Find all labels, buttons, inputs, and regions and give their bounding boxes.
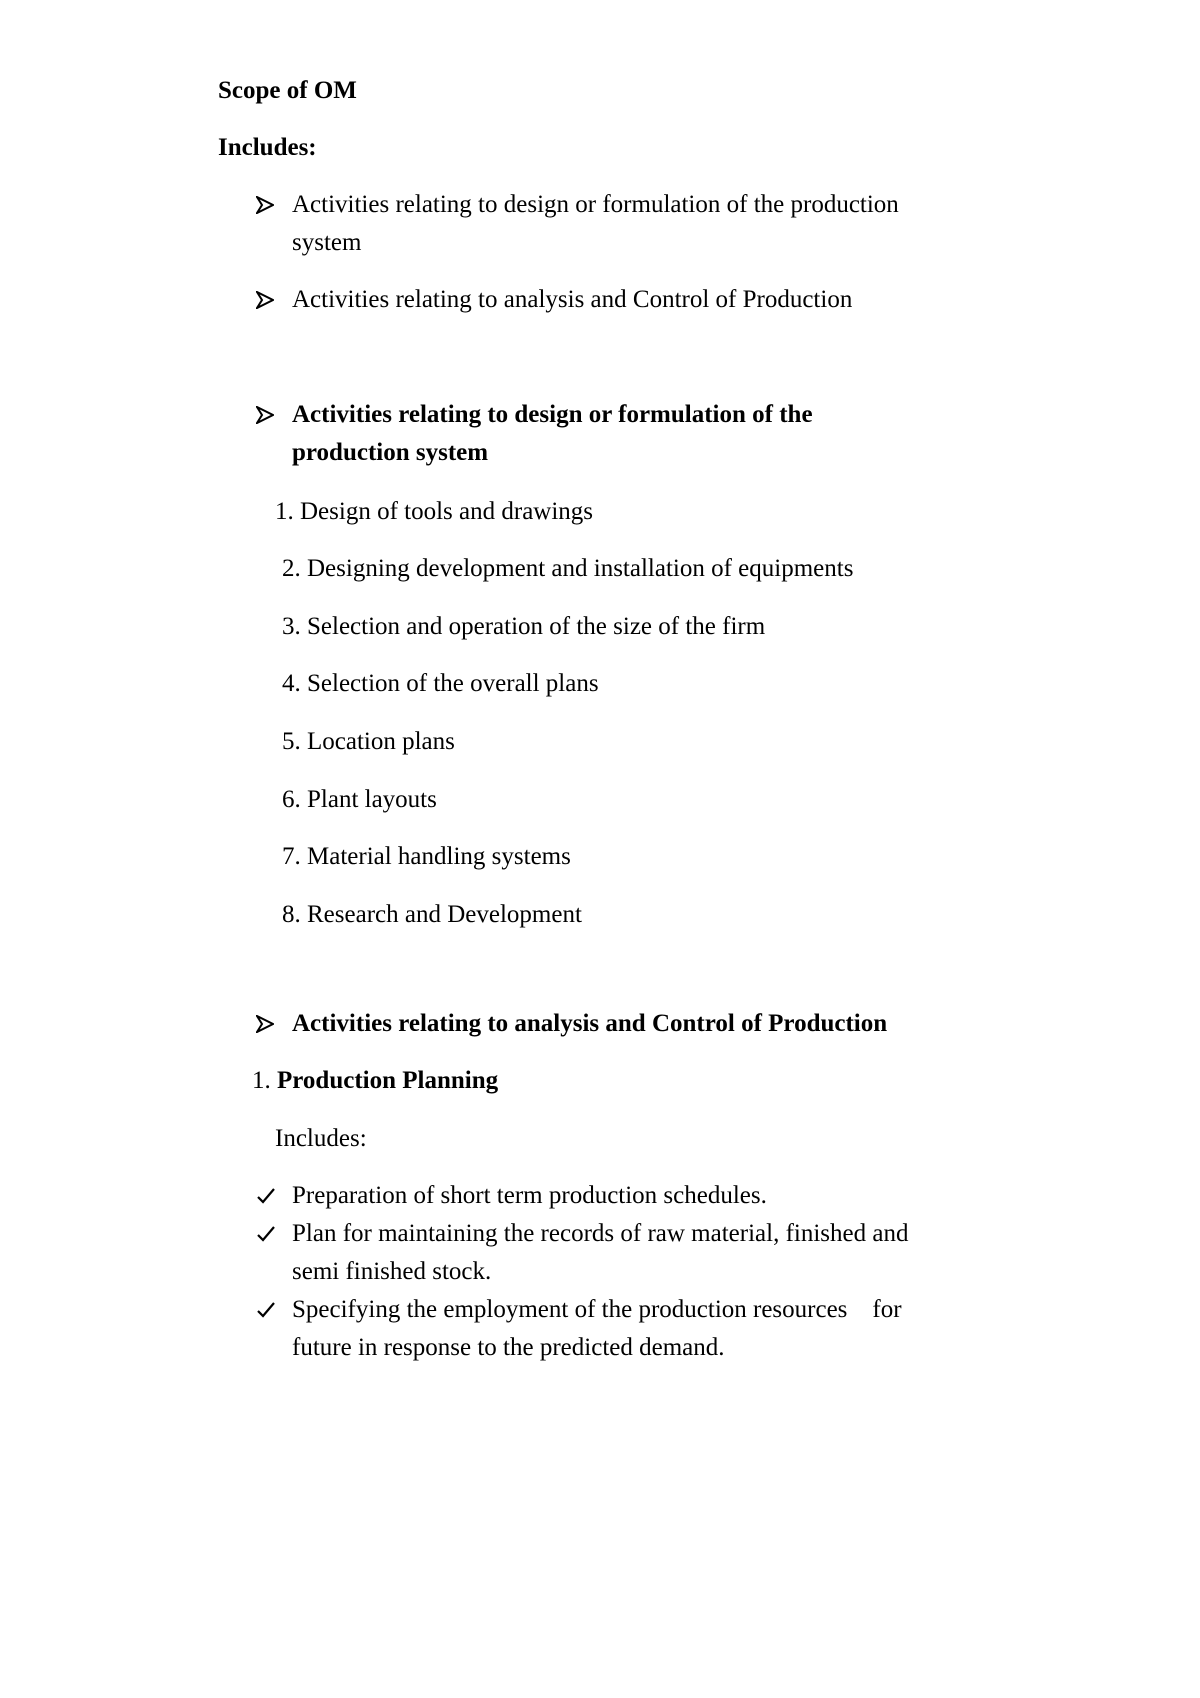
check-bullet: [256, 1291, 1016, 1367]
section-heading-analysis: [256, 1005, 1016, 1043]
overview-bullet-line: Activities relating to analysis and Control of Production: [292, 286, 853, 313]
section-heading-design: [256, 396, 1016, 472]
includes-heading: Includes:: [218, 134, 317, 161]
arrowhead-bullet-icon: [256, 1005, 292, 1043]
section-heading-line: Activities relating to design or formulation of the: [292, 401, 813, 428]
check-bullet-line: semi finished stock.: [292, 1258, 492, 1285]
checkmark-bullet-icon: [256, 1177, 292, 1215]
check-bullet-line: future in response to the predicted demand.: [292, 1334, 725, 1361]
numbered-item: 5. Location plans: [282, 728, 455, 755]
checkmark-bullet-icon: [256, 1215, 292, 1253]
overview-bullet: [256, 186, 1016, 262]
check-bullet-line: Preparation of short term production schedules.: [292, 1182, 767, 1209]
section-heading-line: Activities relating to analysis and Control of Production: [292, 1010, 888, 1037]
section-heading-line: production system: [292, 439, 489, 466]
check-bullet: [256, 1177, 1016, 1215]
check-bullet-line: Specifying the employment of the production resources for: [292, 1296, 902, 1323]
numbered-item: 3. Selection and operation of the size of the firm: [282, 613, 766, 640]
subheading-production-planning: [252, 1062, 498, 1100]
numbered-item: 2. Designing development and installation of equipments: [282, 555, 854, 582]
arrowhead-bullet-icon: [256, 281, 292, 319]
numbered-item: 8. Research and Development: [282, 901, 582, 928]
overview-bullet-line: system: [292, 229, 362, 256]
arrowhead-bullet-icon: [256, 396, 292, 434]
page-title: Scope of OM: [218, 77, 357, 104]
check-bullet-line: Plan for maintaining the records of raw material, finished and: [292, 1220, 909, 1247]
arrowhead-bullet-icon: [256, 186, 292, 224]
numbered-item: 7. Material handling systems: [282, 843, 571, 870]
numbered-item: 6. Plant layouts: [282, 786, 437, 813]
overview-bullet: [256, 281, 1016, 319]
includes-label: Includes:: [275, 1125, 367, 1152]
numbered-item: 4. Selection of the overall plans: [282, 670, 599, 697]
checkmark-bullet-icon: [256, 1291, 292, 1329]
overview-bullet-line: Activities relating to design or formulation of the production: [292, 191, 899, 218]
check-bullet: [256, 1215, 1016, 1291]
numbered-item: 1. Design of tools and drawings: [275, 498, 594, 525]
subheading-number: 1.: [252, 1067, 271, 1094]
subheading-text: Production Planning: [277, 1067, 499, 1094]
